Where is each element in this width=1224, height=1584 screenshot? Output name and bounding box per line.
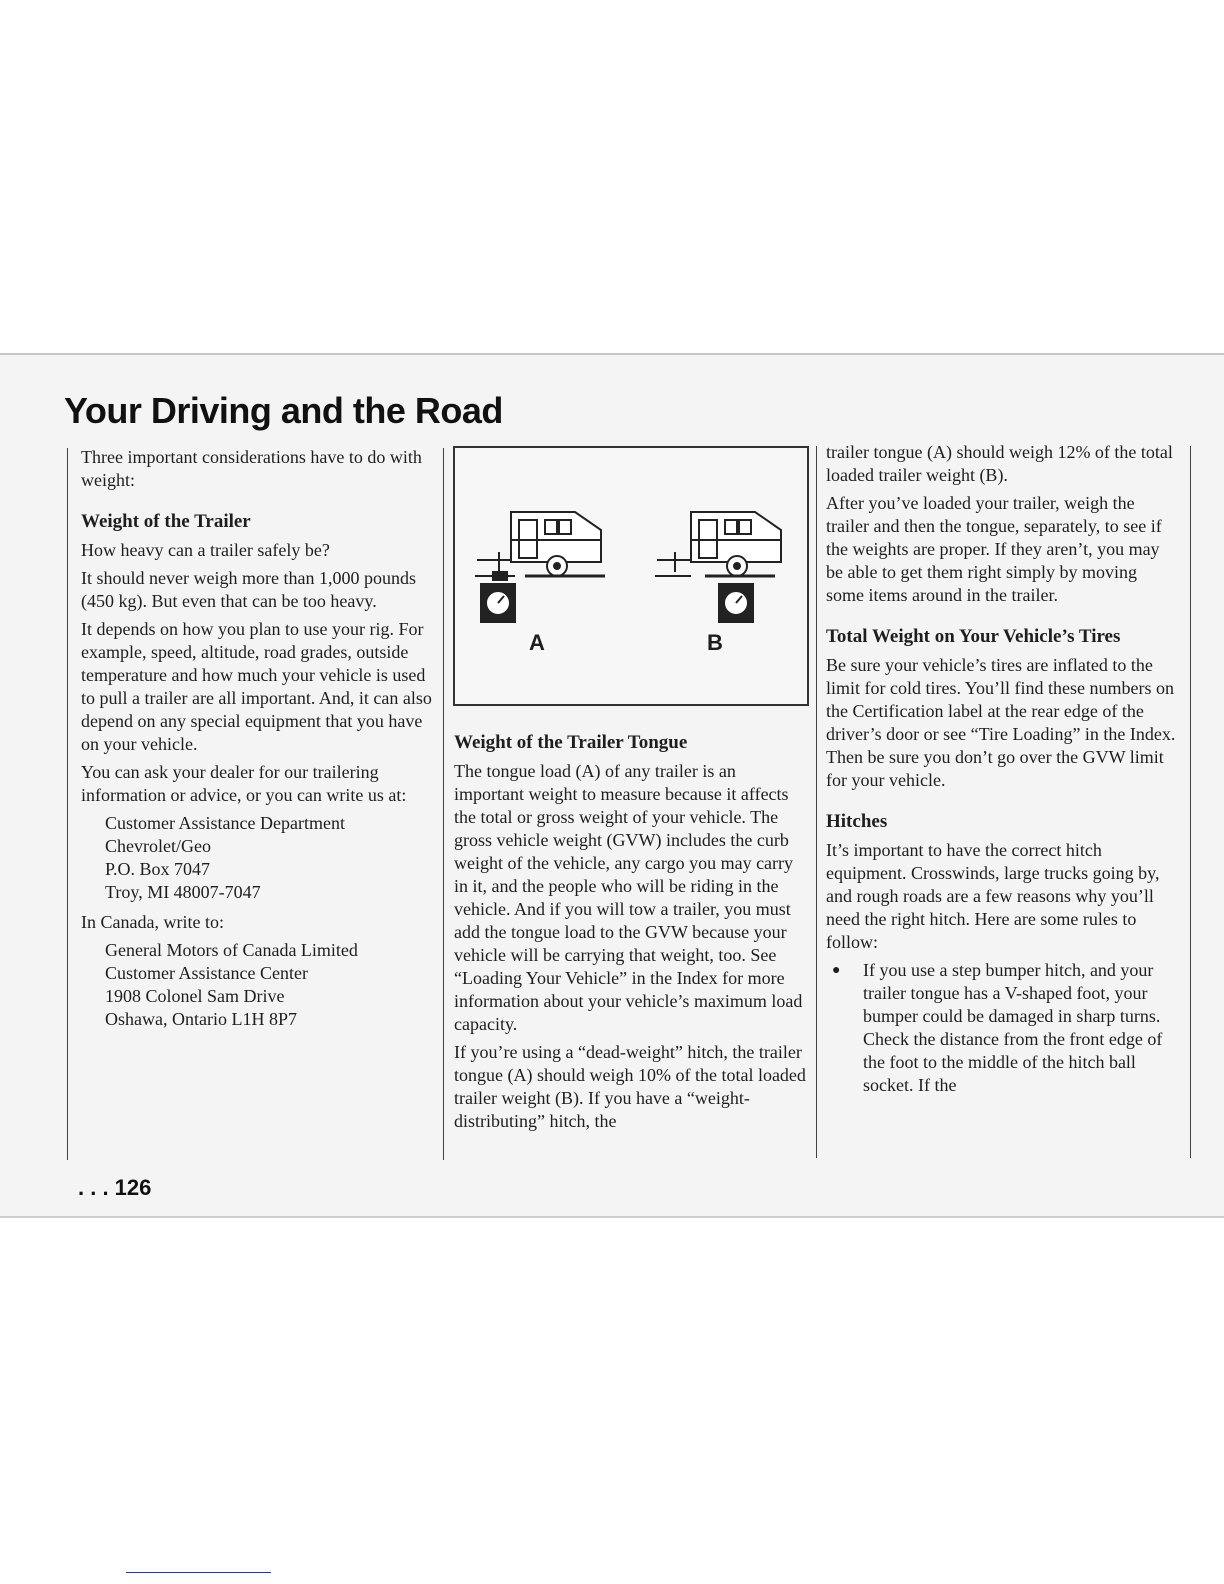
paragraph: If you’re using a “dead-weight” hitch, the trailer tongue (A) should weigh 10% of the total loaded trailer weight (B). If you have a “weight-distributing” hitch, the (454, 1042, 806, 1131)
paragraph: How heavy can a trailer safely be? (81, 540, 330, 560)
trailer-a-illustration (475, 512, 605, 622)
bullet-text: If you use a step bumper hitch, and your trailer tongue has a V-shaped foot, your bumper could be damaged in sharp turns. Check the distance from the front edge of the foot to the middle of the hitch ball socket. If the (863, 960, 1163, 1095)
paragraph: trailer tongue (A) should weigh 12% of the total loaded trailer weight (B). (826, 442, 1173, 485)
column-1 (81, 446, 437, 1038)
heading-trailer-tongue: Weight of the Trailer Tongue (454, 732, 688, 753)
paragraph: In Canada, write to: (81, 912, 224, 932)
figure-label-a: A (529, 630, 545, 655)
address-line: Oshawa, Ontario L1H 8P7 (105, 1009, 297, 1029)
heading-total-weight-tires: Total Weight on Your Vehicle’s Tires (826, 626, 1121, 647)
trailer-weighing-figure (453, 446, 809, 706)
bottom-rule (0, 1216, 1224, 1218)
footer-rule (126, 1572, 271, 1573)
paragraph: It’s important to have the correct hitch equipment. Crosswinds, large trucks going by, and rough roads are a few reasons why you’ll need the right hitch. Here are some rules to follow: (826, 840, 1160, 952)
column-rule-left (67, 448, 68, 1160)
intro-text: Three important considerations have to do with weight: (81, 447, 422, 490)
address-line: Customer Assistance Department (105, 813, 345, 833)
figure-label-b: B (707, 630, 723, 655)
heading-hitches: Hitches (826, 811, 888, 832)
column-rule-mid-left (443, 448, 444, 1160)
paragraph: Be sure your vehicle’s tires are inflated to the limit for cold tires. You’ll find these numbers on the Certification label at the rear edge of the driver’s door or see “Tire Loading” in the Index. Then be sure you don’t go over the GVW limit for your vehicle. (826, 655, 1176, 790)
address-line: Chevrolet/Geo (105, 836, 211, 856)
paragraph: It depends on how you plan to use your rig. For example, speed, altitude, road grades, outside temperature and how much your vehicle is used to pull a trailer are all important. And, it can also depend on any special equipment that you have on your vehicle. (81, 619, 432, 754)
address-line: P.O. Box 7047 (105, 859, 211, 879)
address-us (81, 812, 437, 904)
column-rule-right (1190, 446, 1191, 1158)
heading-weight-of-trailer: Weight of the Trailer (81, 511, 251, 532)
paragraph: You can ask your dealer for our trailering information or advice, or you can write us at: (81, 762, 407, 805)
bullet-dot-icon: ● (832, 963, 841, 978)
trailer-illustration (455, 448, 807, 704)
page-title: Your Driving and the Road (64, 390, 503, 431)
page-number: . . . 126 (78, 1175, 152, 1200)
column-3 (826, 441, 1176, 1097)
address-canada (81, 939, 437, 1031)
address-line: 1908 Colonel Sam Drive (105, 986, 285, 1006)
address-line: General Motors of Canada Limited (105, 940, 358, 960)
paragraph: After you’ve loaded your trailer, weigh the trailer and then the tongue, separately, to see if the weights are proper. If they aren’t, you may be able to get them right simply by moving some items around in the trailer. (826, 493, 1162, 605)
address-line: Troy, MI 48007-7047 (105, 882, 261, 902)
column-2 (454, 731, 806, 1138)
address-line: Customer Assistance Center (105, 963, 308, 983)
paragraph: It should never weigh more than 1,000 pounds (450 kg). But even that can be too heavy. (81, 568, 416, 611)
bullet-item (826, 959, 1176, 1097)
column-rule-mid-right (816, 446, 817, 1158)
paragraph: The tongue load (A) of any trailer is an important weight to measure because it affects the total or gross weight of your vehicle. The gross vehicle weight (GVW) includes the curb weight of the vehicle, any cargo you may carry in it, and the people who will be riding in the vehicle. And if you will tow a trailer, you must add the tongue load to the GVW because your vehicle will be carrying that weight, too. See “Loading Your Vehicle” in the Index for more information about your vehicle’s maximum load capacity. (454, 761, 803, 1034)
trailer-b-illustration (655, 512, 781, 622)
